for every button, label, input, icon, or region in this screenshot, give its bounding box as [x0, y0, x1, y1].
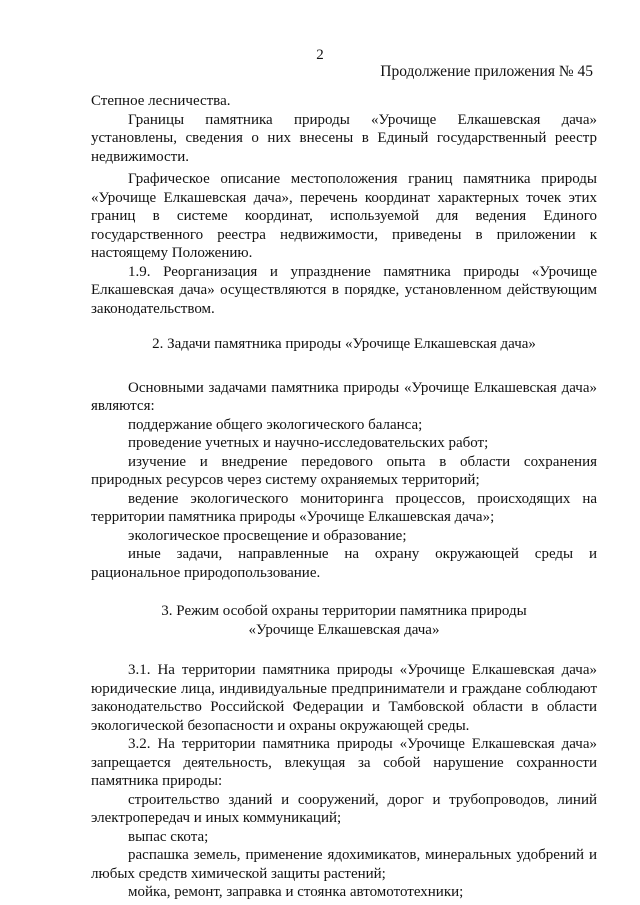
paragraph: Степное лесничества.	[91, 93, 231, 109]
appendix-continuation: Продолжение приложения № 45	[380, 63, 593, 80]
list-item: иные задачи, направленные на охрану окружающей среды и рациональное природопользование.	[91, 546, 597, 581]
paragraph: Графическое описание местоположения границ памятника природы «Урочище Елкашевская дача», перечень координат характерных точек этих границ в системе координат, используемой для ведения Единого государственного реестра недвижимости, приведены в приложении к настоящему Положению.	[91, 171, 597, 261]
list-item: ведение экологического мониторинга процессов, происходящих на территории памятника природы «Урочище Елкашевская дача»;	[91, 490, 597, 525]
paragraph: Основными задачами памятника природы «Урочище Елкашевская дача» являются:	[91, 379, 597, 414]
list-item: мойка, ремонт, заправка и стоянка автомототехники;	[128, 884, 464, 900]
paragraph: 3.2. На территории памятника природы «Урочище Елкашевская дача» запрещается деятельность, влекущая за собой нарушение сохранности памятника природы:	[91, 736, 597, 789]
section-heading: 3. Режим особой охраны территории памятника природы	[161, 603, 527, 619]
list-item: выпас скота;	[128, 828, 209, 845]
document-body	[91, 92, 597, 902]
paragraph: Границы памятника природы «Урочище Елкашевская дача» установлены, сведения о них внесены в Единый государственный реестр недвижимости.	[91, 111, 597, 165]
paragraph: 3.1. На территории памятника природы «Урочище Елкашевская дача» юридические лица, индивидуальные предприниматели и граждане соблюдают законодательство Российской Федерации и Тамбовской области в области экологической безопасности и охраны окружающей среды.	[91, 662, 597, 734]
list-item: поддержание общего экологического баланса;	[128, 416, 423, 433]
paragraph: 1.9. Реорганизация и упразднение памятника природы «Урочище Елкашевская дача» осуществляются в порядке, установленном действующим законодательством.	[91, 263, 597, 317]
section-heading: 2. Задачи памятника природы «Урочище Елкашевская дача»	[152, 336, 536, 352]
list-item: изучение и внедрение передового опыта в области сохранения природных ресурсов через систему охраняемых территорий;	[91, 453, 597, 488]
list-item: экологическое просвещение и образование;	[128, 527, 407, 544]
section-heading: «Урочище Елкашевская дача»	[248, 621, 440, 638]
list-item: строительство зданий и сооружений, дорог и трубопроводов, линий электропередач и иных коммуникаций;	[91, 791, 597, 826]
list-item: проведение учетных и научно-исследовательских работ;	[128, 435, 489, 451]
list-item: распашка земель, применение ядохимикатов, минеральных удобрений и любых средств химической защиты растений;	[91, 847, 597, 882]
page-number: 2	[316, 47, 324, 63]
